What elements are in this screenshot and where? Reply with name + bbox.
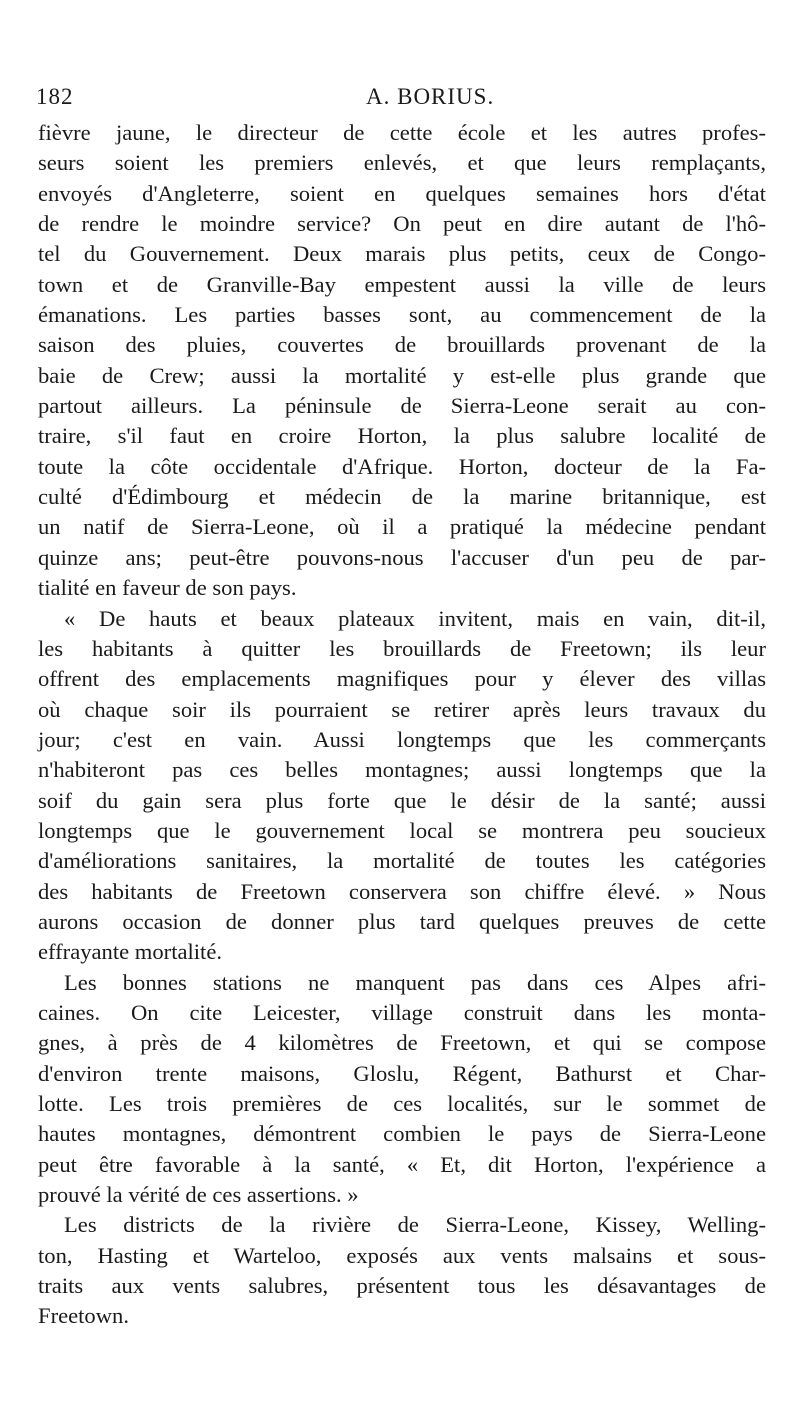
text-line: fièvre jaune, le directeur de cette école et les autres profes-	[38, 120, 766, 145]
text-line: caines. On cite Leicester, village construit dans les monta-	[38, 999, 766, 1025]
text-line: traits aux vents salubres, présentent tous les désavantages de	[38, 1273, 766, 1299]
text-line: lotte. Les trois premières de ces localités, sur le sommet de	[38, 1091, 766, 1116]
text-line: aurons occasion de donner plus tard quelques preuves de cette	[38, 908, 766, 934]
text-line: effrayante mortalité.	[38, 939, 223, 965]
text-line: un natif de Sierra-Leone, où il a pratiqué la médecine pendant	[38, 514, 766, 540]
text-line: peut être favorable à la santé, « Et, dit Horton, l'expérience a	[38, 1151, 766, 1177]
text-line: émanations. Les parties basses sont, au commencement de la	[38, 302, 766, 328]
page-number: 182	[36, 84, 74, 109]
text-line: traire, s'il faut en croire Horton, la plus salubre localité de	[38, 423, 766, 449]
text-line: ton, Hasting et Warteloo, exposés aux vents malsains et sous-	[38, 1242, 766, 1268]
text-line: n'habiteront pas ces belles montagnes; aussi longtemps que la	[38, 757, 766, 783]
body-text	[38, 118, 766, 1332]
text-line: gnes, à près de 4 kilomètres de Freetown, et qui se compose	[38, 1030, 766, 1056]
text-line: de rendre le moindre service? On peut en dire autant de l'hô-	[38, 211, 766, 237]
text-line: toute la côte occidentale d'Afrique. Horton, docteur de la Fa-	[38, 453, 766, 479]
text-line: d'améliorations sanitaires, la mortalité de toutes les catégories	[38, 848, 766, 874]
text-line: des habitants de Freetown conservera son chiffre élevé. » Nous	[38, 878, 766, 904]
running-title: A. BORIUS.	[366, 84, 495, 109]
text-line: d'environ trente maisons, Gloslu, Régent, Bathurst et Char-	[38, 1060, 766, 1086]
text-line: soif du gain sera plus forte que le désir de la santé; aussi	[38, 787, 766, 813]
text-line: tel du Gouvernement. Deux marais plus petits, ceux de Congo-	[38, 241, 766, 267]
text-line: town et de Granville-Bay empestent aussi la ville de leurs	[38, 271, 766, 297]
text-line: prouvé la vérité de ces assertions. »	[38, 1182, 359, 1208]
text-line: seurs soient les premiers enlevés, et que leurs remplaçants,	[38, 150, 766, 176]
text-line: envoyés d'Angleterre, soient en quelques semaines hors d'état	[38, 180, 766, 206]
text-line: hautes montagnes, démontrent combien le pays de Sierra-Leone	[38, 1121, 766, 1147]
text-line: longtemps que le gouvernement local se montrera peu soucieux	[38, 817, 766, 843]
text-line: saison des pluies, couvertes de brouillards provenant de la	[38, 332, 766, 358]
text-line: quinze ans; peut-être pouvons-nous l'accuser d'un peu de par-	[38, 544, 766, 570]
text-line: Les districts de la rivière de Sierra-Leone, Kissey, Welling-	[64, 1212, 766, 1238]
text-line: où chaque soir ils pourraient se retirer après leurs travaux du	[38, 696, 766, 722]
text-line: les habitants à quitter les brouillards de Freetown; ils leur	[38, 635, 766, 661]
text-line: « De hauts et beaux plateaux invitent, mais en vain, dit-il,	[64, 605, 766, 631]
text-line: partout ailleurs. La péninsule de Sierra-Leone serait au con-	[38, 393, 766, 419]
text-line: tialité en faveur de son pays.	[38, 575, 297, 601]
running-head	[36, 84, 766, 116]
text-line: offrent des emplacements magnifiques pour y élever des villas	[38, 666, 766, 692]
text-line: jour; c'est en vain. Aussi longtemps que les commerçants	[38, 726, 766, 752]
text-line: baie de Crew; aussi la mortalité y est-elle plus grande que	[38, 362, 766, 388]
text-line: Les bonnes stations ne manquent pas dans ces Alpes afri-	[64, 969, 766, 995]
text-line: culté d'Édimbourg et médecin de la marine britannique, est	[38, 484, 766, 510]
text-line: Freetown.	[38, 1303, 129, 1329]
